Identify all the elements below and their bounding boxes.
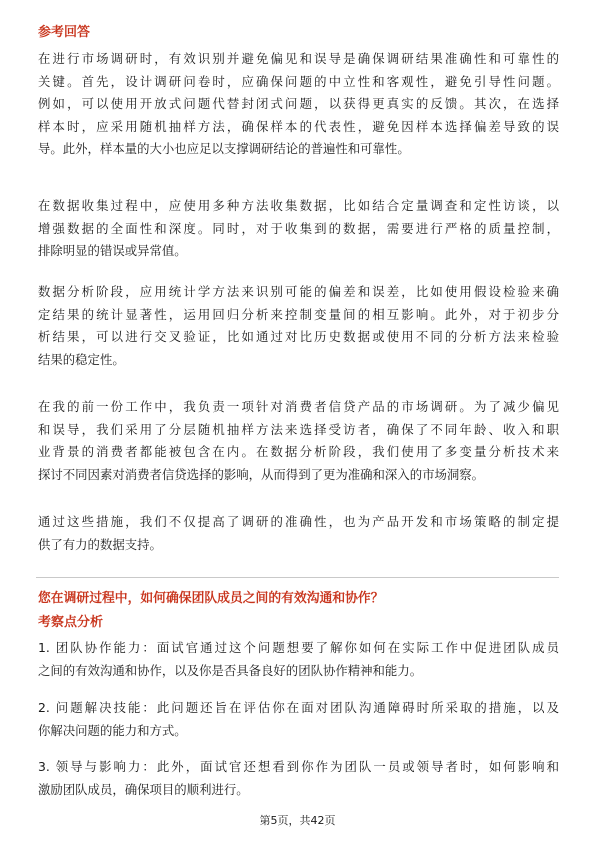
text-line: 例如，可以使用开放式问题代替封闭式问题，以获得更真实的反馈。其次，在选择 [38,96,559,112]
text-line: 在进行市场调研时，有效识别并避免偏见和误导是确保调研结果准确性和可靠性的 [38,51,559,66]
interview-question: 您在调研过程中，如何确保团队成员之间的有效沟通和协作？ [38,591,384,606]
text-line: 你解决问题的能力和方式。 [38,722,187,738]
text-line: 3. 领导与影响力：此外，面试官还想看到你作为团队一员或领导者时，如何影响和 [38,759,559,774]
text-line: 在数据收集过程中，应使用多种方法收集数据，比如结合定量调查和定性访谈，以 [38,198,559,213]
text-line: 通过这些措施，我们不仅提高了调研的准确性，也为产品开发和市场策略的制定提 [38,514,559,529]
answer-paragraph-5 [38,511,559,556]
page-number: 第5页，共42页 [259,814,336,827]
text-line: 数据分析阶段，应用统计学方法来识别可能的偏差和误差，比如使用假设检验来确 [38,284,559,299]
text-line: 供了有力的数据支持。 [38,536,162,552]
text-line: 导。此外，样本量的大小也应足以支撑调研结论的普遍性和可靠性。 [38,141,410,157]
analysis-point-3 [38,756,559,801]
text-line: 析结果，可以进行交叉验证，比如通过对比历史数据或使用不同的分析方法来检验 [38,329,559,345]
text-line: 定结果的统计显著性，运用回归分析来控制变量间的相互影响。此外，对于初步分 [38,306,559,322]
text-line: 和误导，我们采用了分层随机抽样方法来选择受访者，确保了不同年龄、收入和职 [38,421,559,437]
text-line: 结果的稳定性。 [38,351,125,367]
text-line: 关键。首先，设计调研问卷时，应确保问题的中立性和客观性，避免引导性问题。 [38,73,559,89]
text-line: 样本时，应采用随机抽样方法，确保样本的代表性，避免因样本选择偏差导致的误 [38,118,559,134]
text-line: 在我的前一份工作中，我负责一项针对消费者信贷产品的市场调研。为了减少偏见 [38,399,559,414]
analysis-heading: 考察点分析 [38,615,104,630]
text-line: 增强数据的全面性和深度。同时，对于收集到的数据，需要进行严格的质量控制， [38,220,559,236]
answer-paragraph-4 [38,396,559,486]
analysis-point-1 [38,637,559,682]
answer-paragraph-1 [38,48,559,161]
answer-paragraph-2 [38,195,559,263]
text-line: 排除明显的错误或异常值。 [38,243,187,259]
text-line: 2. 问题解决技能：此问题还旨在评估你在面对团队沟通障碍时所采取的措施，以及 [38,700,559,715]
text-line: 之间的有效沟通和协作，以及你是否具备良好的团队协作精神和能力。 [38,662,423,678]
text-line: 业背景的消费者都能被包含在内。在数据分析阶段，我们使用了多变量分析技术来 [38,444,559,460]
section-divider [36,577,559,578]
text-line: 1. 团队协作能力：面试官通过这个问题想要了解你如何在实际工作中促进团队成员 [38,640,559,655]
text-line: 探讨不同因素对消费者信贷选择的影响，从而得到了更为准确和深入的市场洞察。 [38,466,485,482]
answer-paragraph-3 [38,281,559,371]
answer-heading: 参考回答 [38,25,91,40]
analysis-point-2 [38,697,559,742]
text-line: 激励团队成员，确保项目的顺利进行。 [38,781,249,797]
